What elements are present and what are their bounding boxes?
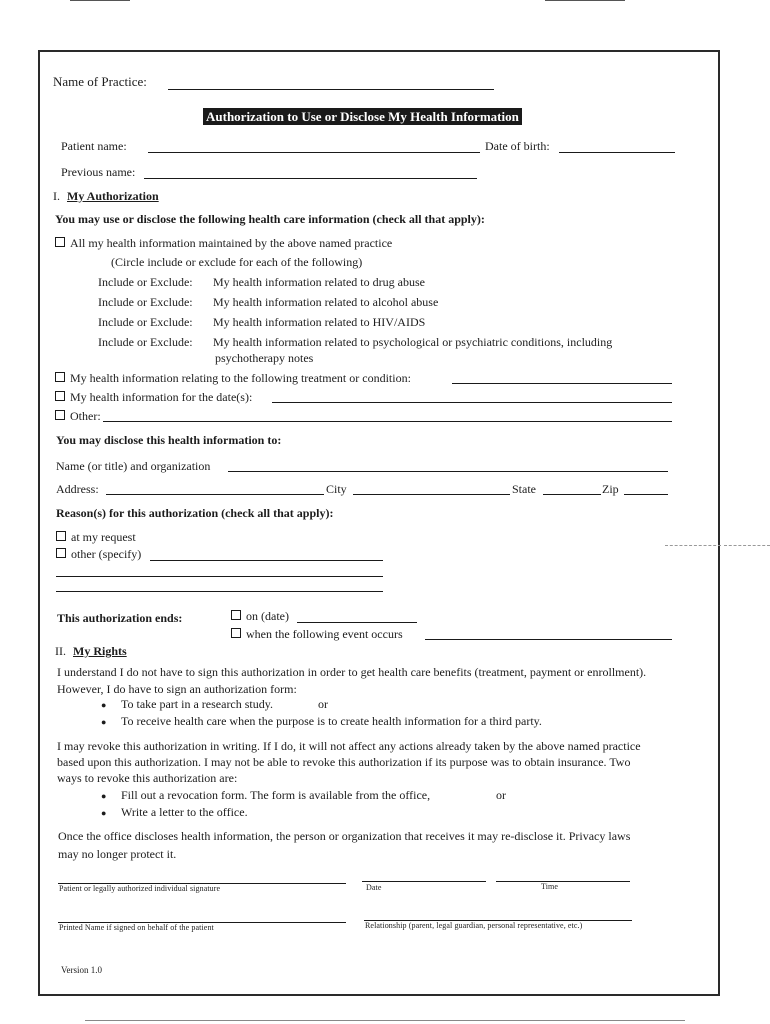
circle-note: (Circle include or exclude for each of the following) — [111, 255, 363, 269]
form-title — [203, 108, 522, 126]
scan-mark — [545, 0, 625, 1]
city-label: City — [326, 482, 347, 496]
patient-name-label: Patient name: — [61, 139, 127, 153]
previous-name-field[interactable] — [144, 178, 477, 179]
rights-paragraph-3-line-2: may no longer protect it. — [58, 847, 177, 861]
hiv-aids-item: My health information related to HIV/AIDS — [213, 315, 426, 329]
section-1-heading — [53, 189, 159, 204]
scan-mark — [724, 545, 770, 546]
all-info-checkbox[interactable] — [55, 237, 65, 247]
section-2-title: My Rights — [73, 644, 127, 658]
other-specify-option — [56, 547, 141, 562]
end-event-label: when the following event occurs — [246, 627, 403, 641]
include-exclude-choice[interactable]: Include or Exclude: — [98, 335, 193, 349]
treatment-label: My health information relating to the following treatment or condition: — [70, 371, 411, 385]
all-info-label: All my health information maintained by the above named practice — [70, 236, 393, 250]
bullet-icon: ● — [101, 700, 107, 710]
or-connector: or — [318, 697, 328, 711]
other-checkbox[interactable] — [55, 410, 65, 420]
disclose-to-heading: You may disclose this health information to: — [56, 433, 282, 447]
rights-paragraph-2-line-1: I may revoke this authorization in writing. If I do, it will not affect any actions already taken by the above named practice — [57, 739, 641, 753]
section-2-heading — [55, 644, 127, 659]
end-event-option — [231, 627, 403, 642]
research-study-item — [101, 697, 273, 712]
include-exclude-choice[interactable]: Include or Exclude: — [98, 275, 193, 289]
or-connector: or — [496, 788, 506, 802]
rights-paragraph-2-line-2: based upon this authorization. I may not be able to revoke this authorization if its purpose was to obtain insurance. Two — [57, 755, 631, 769]
signature-time-label: Time — [541, 882, 559, 891]
bullet-icon: ● — [101, 791, 107, 801]
treatment-checkbox[interactable] — [55, 372, 65, 382]
treatment-field[interactable] — [452, 383, 672, 384]
authorization-ends-label: This authorization ends: — [57, 611, 183, 625]
at-my-request-option — [56, 530, 136, 545]
third-party-item — [101, 714, 542, 729]
psychotherapy-notes: psychotherapy notes — [215, 351, 314, 365]
end-date-field[interactable] — [297, 622, 417, 623]
revocation-form-item — [101, 788, 430, 803]
scan-mark — [665, 545, 721, 546]
other-specify-label: other (specify) — [71, 547, 142, 561]
signature-date-field[interactable] — [362, 881, 486, 882]
section-1-number: I. — [53, 189, 60, 203]
bullet-icon: ● — [101, 808, 107, 818]
all-info-option — [55, 236, 392, 251]
scan-mark — [85, 1020, 685, 1021]
section-1-title: My Authorization — [67, 189, 159, 203]
dates-field[interactable] — [272, 402, 672, 403]
form-title-text: Authorization to Use or Disclose My Health Information — [203, 108, 522, 125]
section-2-number: II. — [55, 644, 66, 658]
dates-label: My health information for the date(s): — [70, 390, 253, 404]
third-party-text: To receive health care when the purpose is to create health information for a third party. — [121, 714, 542, 728]
rights-paragraph-1-line-1: I understand I do not have to sign this authorization in order to get health care benefits (treatment, payment or enrollment). — [57, 665, 647, 679]
name-of-practice-field[interactable] — [168, 89, 494, 90]
treatment-option — [55, 371, 411, 386]
bullet-icon: ● — [101, 717, 107, 727]
signature-label: Patient or legally authorized individual signature — [59, 884, 221, 893]
rights-paragraph-2-line-3: ways to revoke this authorization are: — [57, 771, 238, 785]
research-study-text: To take part in a research study. — [121, 697, 273, 711]
previous-name-label: Previous name: — [61, 165, 136, 179]
dates-checkbox[interactable] — [55, 391, 65, 401]
recipient-name-label: Name (or title) and organization — [56, 459, 211, 473]
city-field[interactable] — [353, 494, 510, 495]
other-option — [55, 409, 101, 424]
address-label: Address: — [56, 482, 99, 496]
relationship-label: Relationship (parent, legal guardian, personal representative, etc.) — [365, 921, 583, 930]
at-my-request-checkbox[interactable] — [56, 531, 66, 541]
end-date-label: on (date) — [246, 609, 289, 623]
revocation-form-text: Fill out a revocation form. The form is available from the office, — [121, 788, 431, 802]
patient-name-field[interactable] — [148, 152, 480, 153]
dob-field[interactable] — [559, 152, 675, 153]
reasons-heading: Reason(s) for this authorization (check all that apply): — [56, 506, 334, 520]
version-label: Version 1.0 — [61, 965, 102, 975]
name-of-practice-label: Name of Practice: — [53, 74, 147, 89]
address-field[interactable] — [106, 494, 324, 495]
dob-label: Date of birth: — [485, 139, 550, 153]
signature-time-field[interactable] — [496, 881, 630, 882]
other-specify-field[interactable] — [150, 560, 383, 561]
drug-abuse-item: My health information related to drug abuse — [213, 275, 425, 289]
printed-name-label: Printed Name if signed on behalf of the patient — [59, 923, 214, 932]
reason-line[interactable] — [56, 576, 383, 577]
zip-label: Zip — [602, 482, 619, 496]
end-date-option — [231, 609, 289, 624]
end-event-field[interactable] — [425, 639, 672, 640]
at-my-request-label: at my request — [71, 530, 136, 544]
rights-paragraph-1-line-2: However, I do have to sign an authorization form: — [57, 682, 297, 696]
write-letter-text: Write a letter to the office. — [121, 805, 248, 819]
include-exclude-choice[interactable]: Include or Exclude: — [98, 295, 193, 309]
other-field[interactable] — [103, 421, 672, 422]
recipient-name-field[interactable] — [228, 471, 668, 472]
dates-option — [55, 390, 252, 405]
include-exclude-choice[interactable]: Include or Exclude: — [98, 315, 193, 329]
signature-date-label: Date — [366, 883, 382, 892]
psychological-item: My health information related to psychological or psychiatric conditions, including — [213, 335, 613, 349]
write-letter-item — [101, 805, 248, 820]
rights-paragraph-3-line-1: Once the office discloses health information, the person or organization that receives it may re-disclose it. Privacy laws — [58, 829, 631, 843]
zip-field[interactable] — [624, 494, 668, 495]
other-specify-checkbox[interactable] — [56, 548, 66, 558]
end-event-checkbox[interactable] — [231, 628, 241, 638]
end-date-checkbox[interactable] — [231, 610, 241, 620]
reason-line[interactable] — [56, 591, 383, 592]
alcohol-abuse-item: My health information related to alcohol abuse — [213, 295, 439, 309]
state-field[interactable] — [543, 494, 601, 495]
other-label: Other: — [70, 409, 101, 423]
use-disclose-instruction: You may use or disclose the following health care information (check all that apply): — [55, 212, 485, 226]
scan-mark — [70, 0, 130, 1]
state-label: State — [512, 482, 536, 496]
